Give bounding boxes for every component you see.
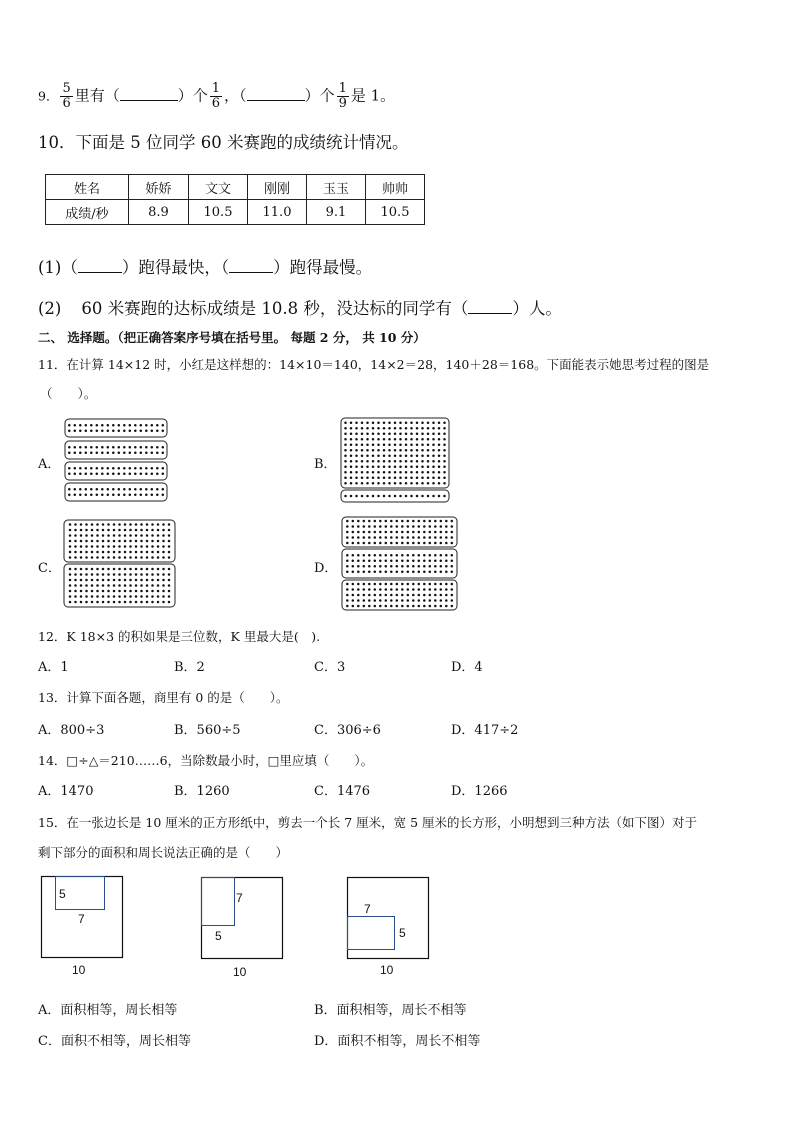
answer-blank[interactable] [229, 260, 273, 273]
table-row: 成绩/秒 8.9 10.5 11.0 9.1 10.5 [46, 200, 425, 225]
q10-sub1: (1)（ ）跑得最快，（ ）跑得最慢。 [38, 258, 373, 277]
q13-option-d[interactable]: D．417÷2 [451, 723, 519, 738]
label-side: 10 [233, 965, 247, 979]
q15-option-a[interactable]: A．面积相等，周长相等 [38, 1003, 178, 1018]
question-15-stem-cont: 剩下部分的面积和周长说法正确的是（ ） [38, 845, 289, 860]
dot-block [341, 490, 449, 502]
fraction-5-6: $\frac{5}{6}$ [62, 81, 71, 111]
label-side: 10 [72, 963, 86, 977]
question-10-stem: 10．下面是 5 位同学 60 米赛跑的成绩统计情况。 [38, 133, 409, 152]
dot-block [342, 517, 457, 547]
label-length: 7 [236, 891, 243, 905]
q14-option-a[interactable]: A．1470 [38, 784, 94, 799]
q15-option-c[interactable]: C．面积不相等，周长相等 [38, 1034, 191, 1049]
dot-block [64, 520, 175, 562]
q12-option-a[interactable]: A．1 [38, 660, 69, 675]
score-table [45, 174, 425, 225]
q14-option-c[interactable]: C．1476 [314, 784, 371, 799]
q13-option-b[interactable]: B．560÷5 [174, 723, 241, 738]
dot-grid [344, 495, 446, 498]
q11-diagram-d[interactable] [342, 517, 457, 610]
q12-option-c[interactable]: C．3 [314, 660, 346, 675]
dot-block [342, 580, 457, 610]
q13-option-a[interactable]: A．800÷3 [38, 723, 105, 738]
q15-option-b[interactable]: B．面积相等，周长不相等 [314, 1003, 467, 1018]
label-width: 5 [399, 926, 406, 940]
dot-grid [346, 520, 453, 545]
dot-grid [68, 446, 164, 454]
question-11-stem: 11．在计算 14×12 时，小红是这样想的：14×10＝140，14×2＝28，140＋28＝168。下面能表示她思考过程的图是 [38, 357, 710, 372]
dot-block [65, 441, 167, 459]
q11-diagram-b[interactable] [341, 418, 449, 502]
q10-sub2: (2) 60 米赛跑的达标成绩是 10.8 秒，没达标的同学有（ ）人。 [38, 299, 562, 318]
q12-option-b[interactable]: B．2 [174, 660, 205, 675]
q15-figure-2 [202, 878, 283, 980]
question-13-stem: 13．计算下面各题，商里有 0 的是（ ）。 [38, 690, 289, 705]
q11-option-a-label[interactable]: A． [38, 457, 61, 472]
q14-option-d[interactable]: D．1266 [451, 784, 508, 799]
label-side: 10 [380, 963, 394, 977]
q15-figure-3 [348, 878, 429, 978]
fraction-1-6: $\frac{1}{6}$ [211, 81, 221, 111]
fraction-1-9: $\frac{1}{9}$ [338, 81, 347, 111]
q13-option-c[interactable]: C．306÷6 [314, 723, 381, 738]
question-14-stem: 14．□÷△＝210……6，当除数最小时，□里应填（ ）。 [38, 753, 374, 768]
dot-block [65, 462, 167, 480]
label-length: 7 [78, 912, 85, 926]
q15-option-d[interactable]: D．面积不相等，周长不相等 [314, 1034, 481, 1049]
q14-option-b[interactable]: B．1260 [174, 784, 230, 799]
q11-diagram-c[interactable] [64, 520, 175, 607]
q11-option-d-label[interactable]: D． [314, 561, 338, 576]
dot-grid [346, 583, 453, 608]
dot-block [341, 418, 449, 488]
dot-block [342, 549, 457, 578]
label-width: 5 [215, 929, 222, 943]
answer-blank[interactable] [78, 260, 122, 273]
answer-blank[interactable] [247, 88, 305, 101]
q11-option-b-label[interactable]: B． [314, 457, 337, 472]
dot-grid [68, 467, 164, 475]
dot-block [65, 483, 167, 501]
question-15-stem: 15．在一张边长是 10 厘米的正方形纸中，剪去一个长 7 厘米，宽 5 厘米的长方形，小明想到三种方法（如下图）对于 [38, 815, 698, 830]
dot-grid [346, 554, 453, 573]
table-row: 姓名 娇娇 文文 刚刚 玉玉 帅帅 [46, 175, 425, 200]
question-12-stem: 12．K 18×3 的积如果是三位数，K 里最大是( ). [38, 629, 321, 644]
dot-block [65, 419, 167, 437]
q11-diagram-a[interactable] [65, 419, 167, 501]
square-outline [202, 878, 283, 959]
label-width: 5 [59, 887, 66, 901]
q12-option-d[interactable]: D．4 [451, 660, 483, 675]
dot-grid [68, 488, 164, 496]
dot-grid [344, 422, 446, 485]
label-length: 7 [364, 902, 371, 916]
question-11-stem-cont: （ ）。 [40, 386, 97, 401]
answer-blank[interactable] [468, 301, 512, 314]
cut-rectangle [202, 878, 235, 926]
q11-option-c-label[interactable]: C． [38, 561, 61, 576]
dot-block [64, 564, 175, 607]
q15-figure-1 [42, 877, 123, 978]
dot-grid [68, 424, 164, 432]
q9-number: 9． [38, 88, 59, 104]
section-2-title: 二、 选择题。（把正确答案序号填在括号里。 每题 2 分， 共 10 分） [38, 330, 426, 345]
q15-square-figures [0, 870, 794, 990]
dot-grid [69, 523, 171, 559]
answer-blank[interactable] [120, 88, 178, 101]
cut-rectangle [348, 917, 395, 950]
square-outline [348, 878, 429, 959]
dot-grid [69, 568, 171, 604]
question-9: 9． $\frac{5}{6}$ 里有（ ）个 $\frac{1}{6}$ ，（ ）个 $\frac{1}{9}$ 是 1。 [38, 81, 396, 111]
